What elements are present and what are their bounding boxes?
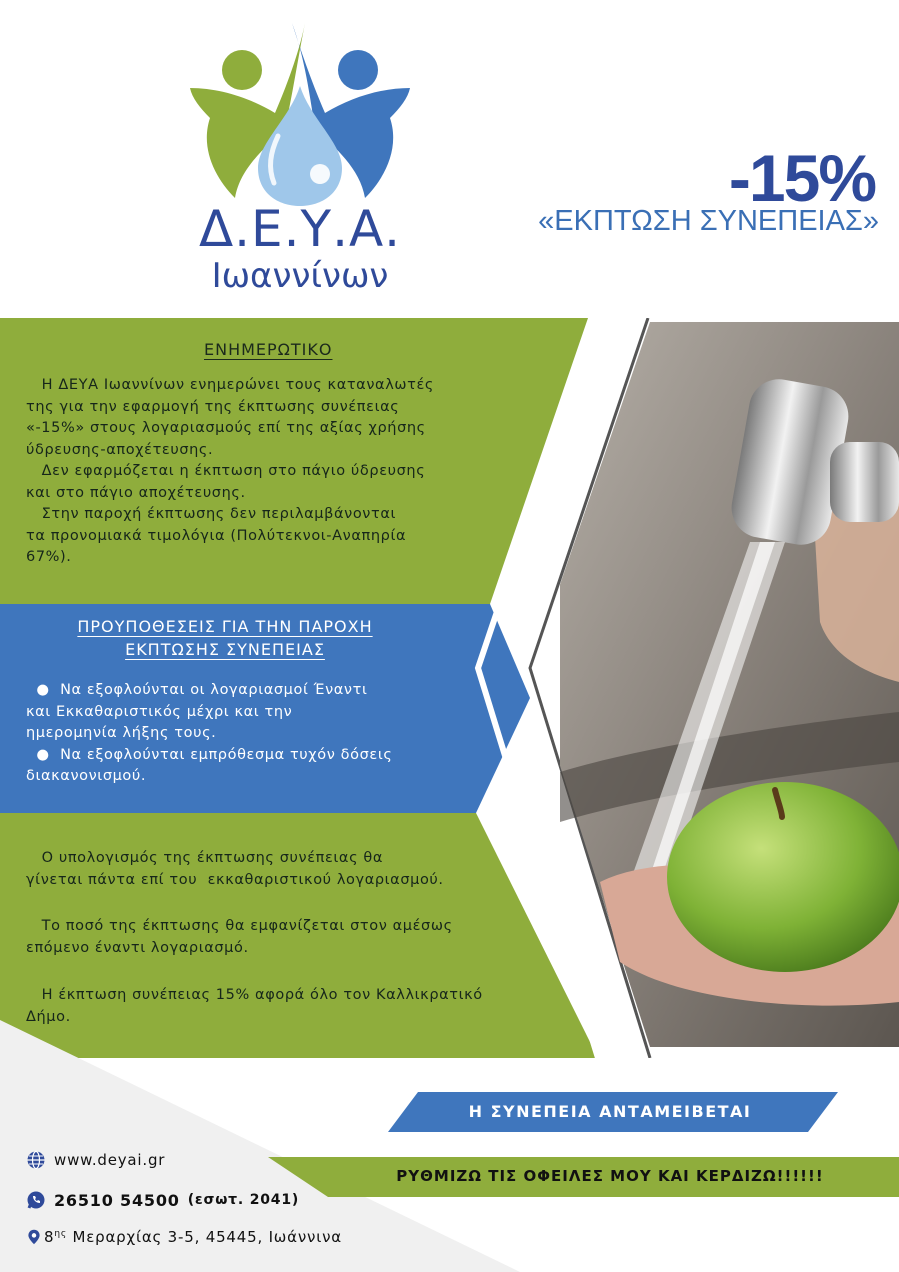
tap-apple-photo — [560, 322, 899, 1047]
note-calculation: Ο υπολογισμός της έκπτωσης συνέπειας θα γίνεται πάντα επί του εκκαθαριστικού λογαριασμού. — [26, 850, 444, 888]
conditions-heading-line1: ΠΡΟΥΠΟΘΕΣΕΙΣ ΓΙΑ ΤΗΝ ΠΑΡΟΧΗ — [77, 617, 373, 636]
address-number: 8 — [44, 1228, 55, 1246]
contact-phone[interactable] — [26, 1190, 299, 1210]
slogan-consistency: Η ΣΥΝΕΠΕΙΑ ΑΝΤΑΜΕΙΒΕΤΑΙ — [468, 1102, 752, 1121]
phone-extension: (εσωτ. 2041) — [187, 1192, 300, 1208]
whatsapp-phone-icon — [26, 1190, 46, 1210]
note-municipality: Η έκπτωση συνέπειας 15% αφορά όλο τον Καλλικρατικό Δήμο. — [26, 987, 483, 1025]
info-text: Η ΔΕΥΑ Ιωαννίνων ενημερώνει τους καταναλωτές της για την εφαρμογή της έκπτωσης συνέπειας «-15%» στους λογαριασμούς επί της αξίας χρήσης ύδρευσης-αποχέτευσης. Δεν εφαρμόζεται η έκπτωση στο πάγιο ύδρευσης και στο πάγιο αποχέτευσης. Στην παροχή έκπτωσης δεν περιλαμβάνονται τα προνομιακά τιμολόγια (Πολύτεκνοι-Αναπηρία 67%). — [26, 377, 435, 565]
conditions-text: ● Να εξοφλούνται οι λογαριασμοί Έναντι και Εκκαθαριστικός μέχρι και την ημερομηνία λήξης τους. ● Να εξοφλούνται εμπρόθεσμα τυχόν δόσεις διακανονισμού. — [26, 682, 393, 784]
logo-title: Δ.Ε.Υ.Α. — [198, 200, 402, 258]
location-pin-icon — [26, 1227, 42, 1247]
globe-icon — [26, 1150, 46, 1170]
slogan-settle-debts: ΡΥΘΜΙΖΩ ΤΙΣ ΟΦΕΙΛΕΣ ΜΟΥ ΚΑΙ ΚΕΡΔΙΖΩ!!!!!! — [396, 1167, 824, 1185]
address-ordinal: ης — [54, 1229, 67, 1239]
conditions-heading-line2: ΕΚΠΤΩΣΗΣ ΣΥΝΕΠΕΙΑΣ — [125, 640, 325, 659]
discount-label: «ΕΚΠΤΩΣΗ ΣΥΝΕΠΕΙΑΣ» — [538, 205, 879, 237]
note-amount: Το ποσό της έκπτωσης θα εμφανίζεται στον αμέσως επόμενο έναντι λογαριασμό. — [26, 918, 453, 956]
logo-subtitle: Ιωαννίνων — [211, 256, 389, 296]
address-text: Μεραρχίας 3-5, 45445, Ιωάννινα — [66, 1228, 342, 1246]
contact-address — [26, 1227, 342, 1247]
contact-website[interactable] — [26, 1150, 165, 1170]
phone-number[interactable]: 26510 54500 — [54, 1190, 180, 1210]
info-heading: ΕΝΗΜΕΡΩΤΙΚΟ — [204, 340, 333, 359]
website-text[interactable]: www.deyai.gr — [54, 1151, 166, 1169]
discount-amount: -15% — [728, 141, 875, 215]
